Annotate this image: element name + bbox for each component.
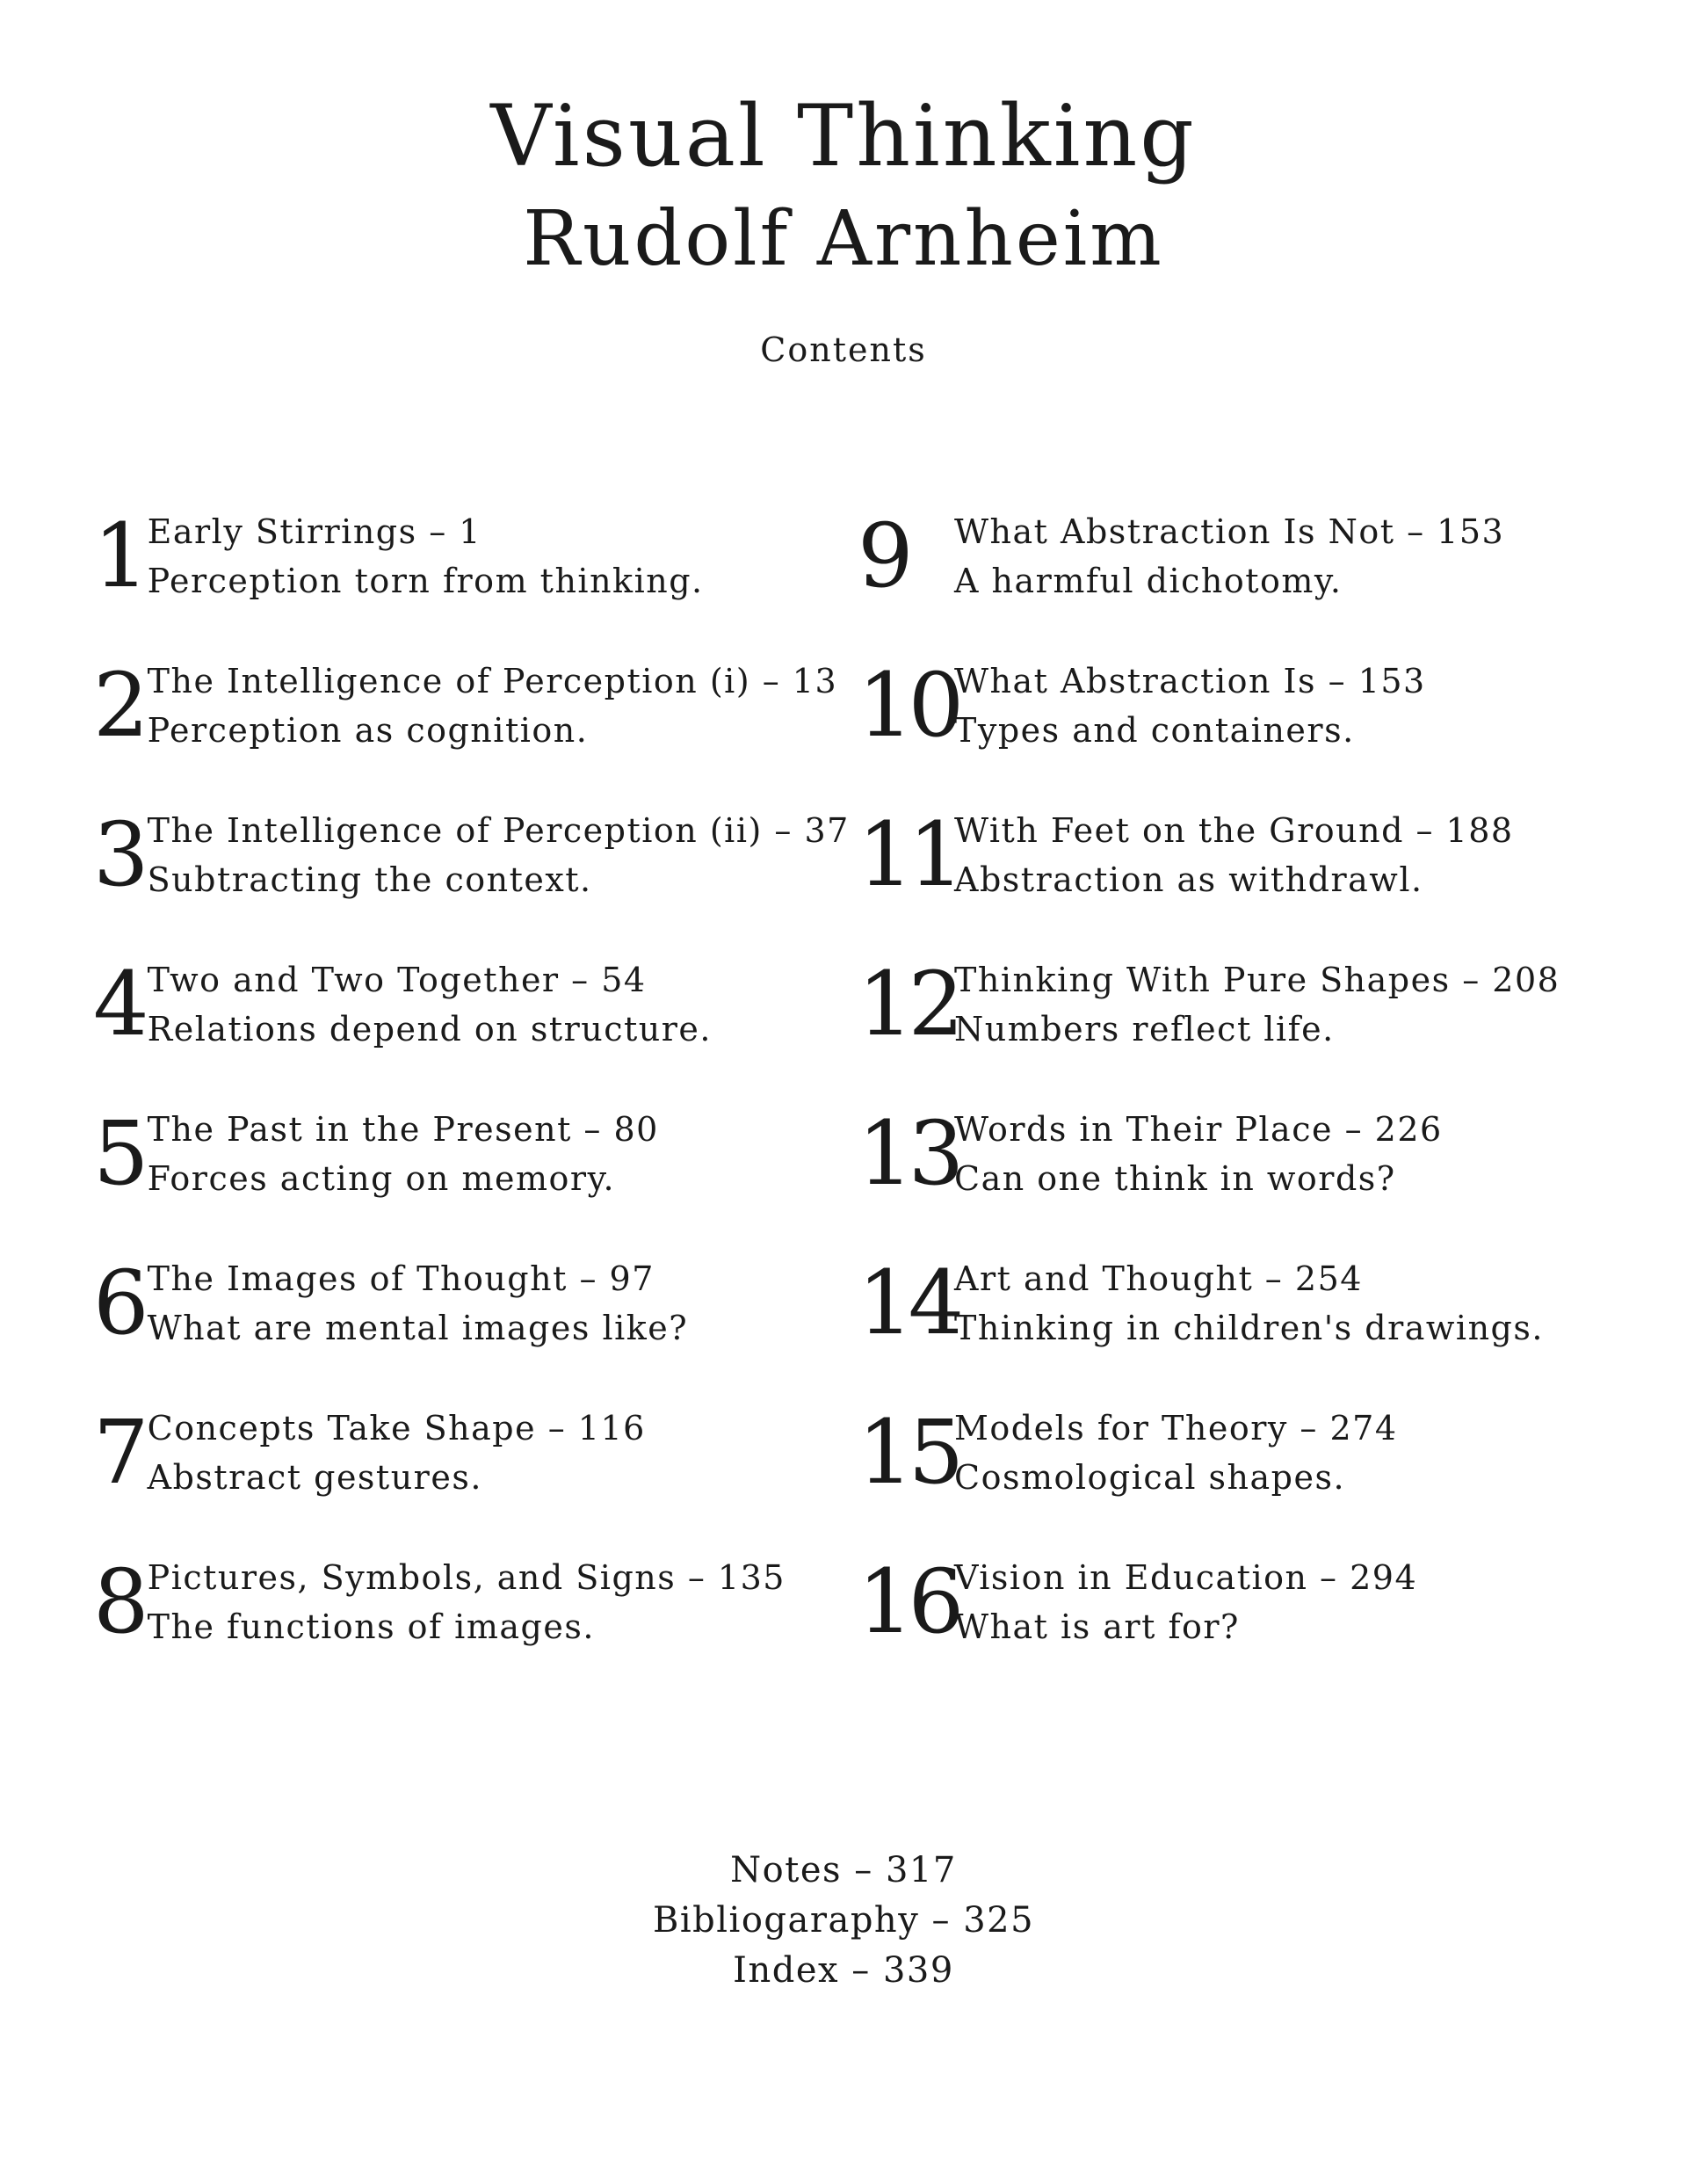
chapter-number: 5 [93,1102,144,1205]
chapter-subtitle: A harmful dichotomy. [954,562,1343,600]
book-title: Visual Thinking [490,87,1197,185]
chapter-title: Pictures, Symbols, and Signs – 135 [147,1558,786,1597]
backmatter-notes: Notes – 317 [730,1850,957,1890]
chapter-subtitle: Relations depend on structure. [147,1010,712,1048]
chapter-entry [93,1527,866,1677]
chapter-subtitle: What are mental images like? [147,1309,689,1347]
chapter-title: Models for Theory – 274 [954,1409,1398,1448]
chapter-title: The Intelligence of Perception (i) – 13 [147,662,838,700]
chapter-number: 11 [858,803,959,906]
chapter-entry [858,930,1631,1079]
chapter-entry [93,1079,866,1229]
chapter-number: 4 [93,953,144,1056]
book-author: Rudolf Arnheim [523,195,1164,283]
chapter-number: 10 [858,654,959,757]
chapter-entry [858,1527,1631,1677]
chapter-entry [858,482,1631,631]
chapter-entry [93,1378,866,1527]
backmatter [0,1846,1687,1996]
chapter-entry [93,930,866,1079]
chapter-title: What Abstraction Is Not – 153 [954,512,1505,551]
chapter-list-right [858,482,1631,1677]
chapter-number: 1 [93,504,144,607]
chapter-number: 13 [858,1102,959,1205]
chapter-number: 7 [93,1401,144,1504]
chapter-entry [858,1378,1631,1527]
chapter-entry [858,1079,1631,1229]
chapter-title: Art and Thought – 254 [954,1259,1363,1298]
chapter-title: With Feet on the Ground – 188 [954,811,1514,850]
chapter-number: 15 [858,1401,959,1504]
chapter-number: 8 [93,1550,144,1653]
chapter-title: Concepts Take Shape – 116 [147,1409,646,1448]
chapter-entry [93,482,866,631]
chapter-subtitle: What is art for? [954,1607,1240,1646]
chapter-subtitle: Abstract gestures. [147,1458,482,1497]
chapter-number: 3 [93,803,144,906]
chapter-number: 14 [858,1252,959,1354]
chapter-subtitle: Forces acting on memory. [147,1159,616,1198]
chapter-title: Two and Two Together – 54 [147,961,647,999]
chapter-subtitle: Abstraction as withdrawl. [954,860,1423,899]
chapter-title: The Intelligence of Perception (ii) – 37 [147,811,850,850]
chapter-subtitle: Types and containers. [954,711,1355,750]
chapter-entry [858,1229,1631,1378]
chapter-title: Vision in Education – 294 [954,1558,1418,1597]
chapter-subtitle: Can one think in words? [954,1159,1396,1198]
chapter-subtitle: Subtracting the context. [147,860,592,899]
chapter-subtitle: Thinking in children's drawings. [954,1309,1544,1347]
chapter-title: The Past in the Present – 80 [147,1110,659,1149]
chapter-entry [93,1229,866,1378]
chapter-number: 12 [858,953,959,1056]
backmatter-bibliography: Bibliogaraphy – 325 [652,1900,1035,1941]
chapter-subtitle: Cosmological shapes. [954,1458,1346,1497]
chapter-subtitle: The functions of images. [147,1607,595,1646]
contents-heading: Contents [760,330,927,369]
chapter-list-left [93,482,866,1677]
chapter-title: Thinking With Pure Shapes – 208 [954,961,1560,999]
chapter-number: 9 [858,504,909,607]
chapter-number: 6 [93,1252,144,1354]
chapter-number: 2 [93,654,144,757]
chapter-subtitle: Perception as cognition. [147,711,589,750]
chapter-entry [93,631,866,780]
backmatter-index: Index – 339 [733,1950,954,1991]
chapter-title: The Images of Thought – 97 [147,1259,655,1298]
chapter-title: Words in Their Place – 226 [954,1110,1443,1149]
chapter-subtitle: Perception torn from thinking. [147,562,704,600]
chapter-entry [93,780,866,930]
chapter-subtitle: Numbers reflect life. [954,1010,1335,1048]
chapter-entry [858,780,1631,930]
chapter-title: Early Stirrings – 1 [147,512,481,551]
chapter-entry [858,631,1631,780]
chapter-number: 16 [858,1550,959,1653]
chapter-title: What Abstraction Is – 153 [954,662,1426,700]
